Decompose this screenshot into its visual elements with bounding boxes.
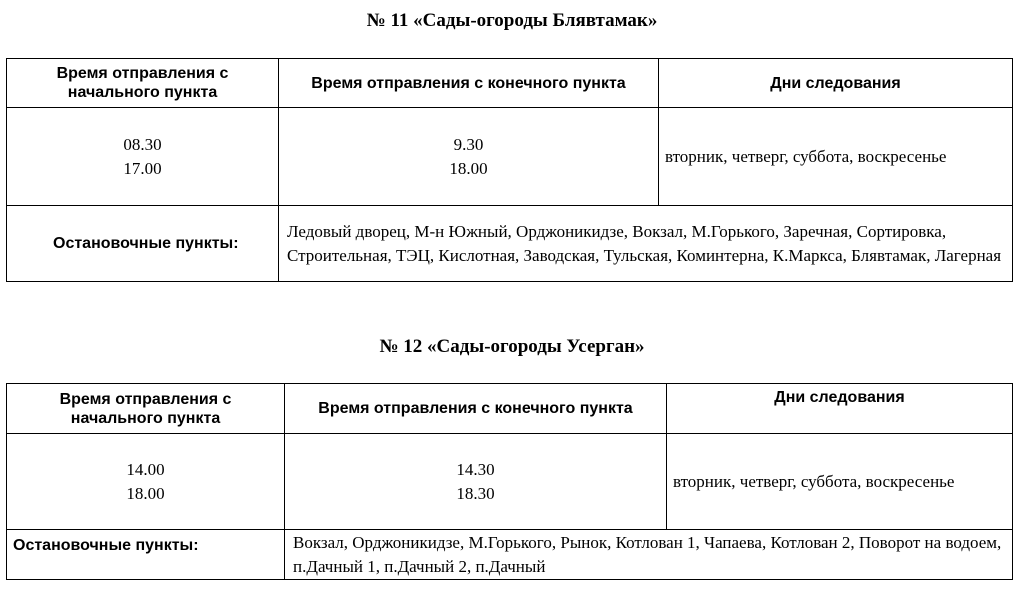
header-days: Дни следования (659, 59, 1013, 108)
end-times-cell (285, 434, 667, 530)
end-time: 18.00 (449, 158, 488, 178)
table-row (7, 434, 1013, 530)
days-cell: вторник, четверг, суббота, воскресенье (659, 108, 1013, 206)
header-departure-end: Время отправления с конечного пункта (279, 59, 659, 108)
table-row (7, 108, 1013, 206)
stops-row (7, 530, 1013, 580)
header-departure-start: Время отправления с начального пункта (7, 384, 285, 434)
stops-list: Ледовый дворец, М-н Южный, Орджоникидзе, Вокзал, М.Горького, Заречная, Сортировка, Строительная, ТЭЦ, Кислотная, Заводская, Тульская, Коминтерна, К.Маркса, Блявтамак, Лагерная (279, 206, 1013, 282)
days-cell: вторник, четверг, суббота, воскресенье (667, 434, 1013, 530)
route-12-title: № 12 «Сады-огороды Усерган» (379, 336, 645, 357)
start-times-cell (7, 108, 279, 206)
start-time: 08.30 (123, 134, 162, 154)
end-times-cell (279, 108, 659, 206)
stops-list: Вокзал, Орджоникидзе, М.Горького, Рынок, Котлован 1, Чапаева, Котлован 2, Поворот на водоем, п.Дачный 1, п.Дачный 2, п.Дачный (285, 530, 1013, 580)
route-11-schedule-table (6, 58, 1013, 282)
stops-label: Остановочные пункты: (7, 530, 285, 580)
route-11-title: № 11 «Сады-огороды Блявтамак» (366, 10, 658, 31)
end-time: 9.30 (453, 134, 484, 154)
header-departure-end: Время отправления с конечного пункта (285, 384, 667, 434)
stops-label: Остановочные пункты: (7, 206, 279, 282)
table-header-row (7, 59, 1013, 108)
end-time: 14.30 (456, 459, 495, 479)
start-time: 14.00 (126, 459, 165, 479)
start-time: 18.00 (126, 483, 165, 503)
start-times-cell (7, 434, 285, 530)
table-header-row (7, 384, 1013, 434)
header-days: Дни следования (667, 384, 1013, 434)
header-departure-start: Время отправления с начального пункта (7, 59, 279, 108)
start-time: 17.00 (123, 158, 162, 178)
route-12-schedule-table (6, 383, 1013, 580)
end-time: 18.30 (456, 483, 495, 503)
stops-row (7, 206, 1013, 282)
